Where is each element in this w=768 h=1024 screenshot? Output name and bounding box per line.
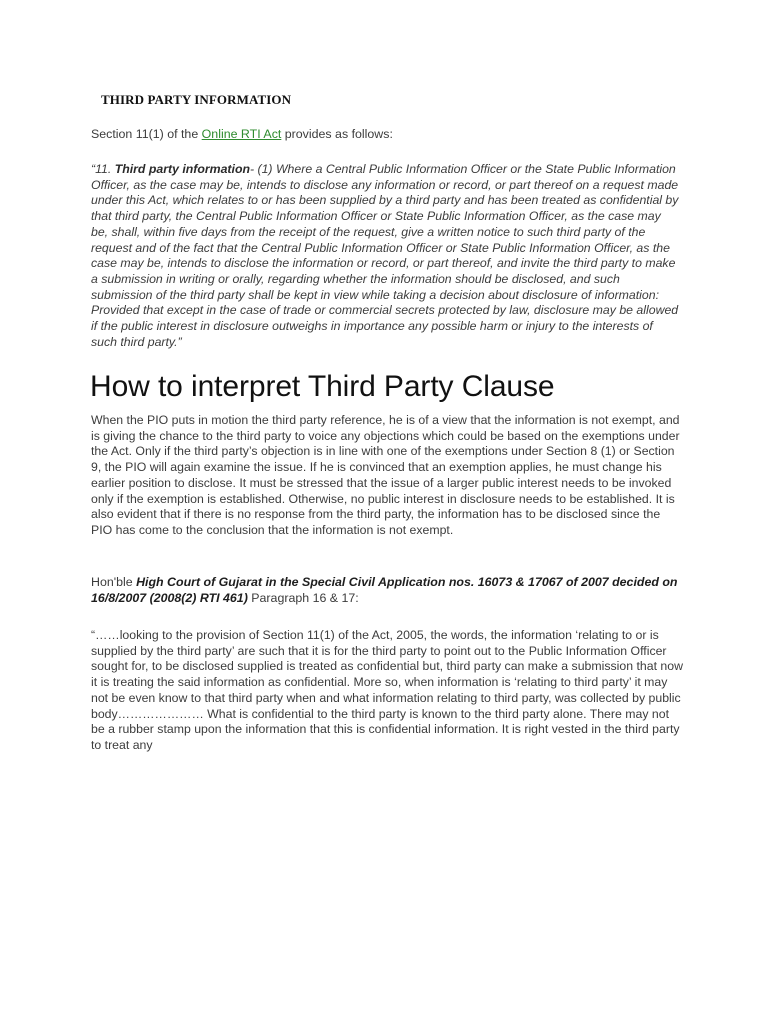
document-heading: THIRD PARTY INFORMATION [101,92,292,107]
interpretation-paragraph: When the PIO puts in motion the third party reference, he is of a view that the information is not exempt, and is giving the chance to the third party to voice any objections which could be based on the exemptions under the Act. Only if the third party’s objection is in line with one of the exemptions under Section 8 (1) or Section 9, the PIO will again examine the issue. If he is convinced that an exemption applies, he must change his earlier position to disclose. It must be stressed that the issue of a larger public interest needs to be invoked only if the exemption is established. Otherwise, no public interest in disclosure needs to be established. It is also evident that if there is no response from the third party, the information has to be disclosed since the PIO has come to the conclusion that the information is not exempt. [91,413,680,537]
judgment-excerpt: “……looking to the provision of Section 11(1) of the Act, 2005, the words, the information ‘relating to or is supplied by the third party’ are such that it is for the third party to point out to the Public Information Officer sought for, to be disclosed supplied is treated as confidential but, third party can make a submission that now it is treating the said information as confidential. More so, when information is ‘relating to third party’ it may not be even know to that third party when and what information relating to third party, was collected by public body………………… What is confidential to the third party is known to the third party alone. There may not be a rubber stamp upon the information that this is confidential information. It is right vested in the third party to treat any [91,628,683,752]
quote-body: - (1) Where a Central Public Information Officer or the State Public Information Officer, as the case may be, intends to disclose any information or record, or part thereof on a request made under this Act, which relates to or has been supplied by a third party and has been treated as confidential by that third party, the Central Public Information Officer or State Public Information Officer, as the case may be, shall, within five days from the receipt of the request, give a written notice to such third party of the request and of the fact that the Central Public Information Officer or State Public Information Officer, as the case may be, intends to disclose the information or record, or part thereof, and invite the third party to make a submission in writing or orally, regarding whether the information should be disclosed, and such submission of the third party shall be kept in view while taking a decision about disclosure of information: Provided that except in the case of trade or commercial secrets protected by law, disclosure may be allowed if the public interest in disclosure outweighs in importance any possible harm or injury to the interests of such third party.” [91,162,679,349]
court-citation [91,575,681,606]
online-rti-act-link[interactable]: Online RTI Act [201,127,282,141]
quote-term: Third party information [114,162,250,176]
citation-suffix: Paragraph 16 & 17: [247,590,359,605]
section-title: How to interpret Third Party Clause [90,370,555,403]
intro-text-after: provides as follows: [281,127,393,141]
citation-prefix: Hon'ble [91,575,137,589]
quote-open: “11. [91,162,115,176]
section-11-quote [91,162,681,350]
citation-court: High Court of Gujarat in the Special Civil Application nos. 16073 & 17067 of 2007 decided on 16/8/2007 (2008(2) RTI 461) [91,575,678,605]
intro-text-before: Section 11(1) of the [91,127,202,141]
intro-paragraph [91,127,393,141]
